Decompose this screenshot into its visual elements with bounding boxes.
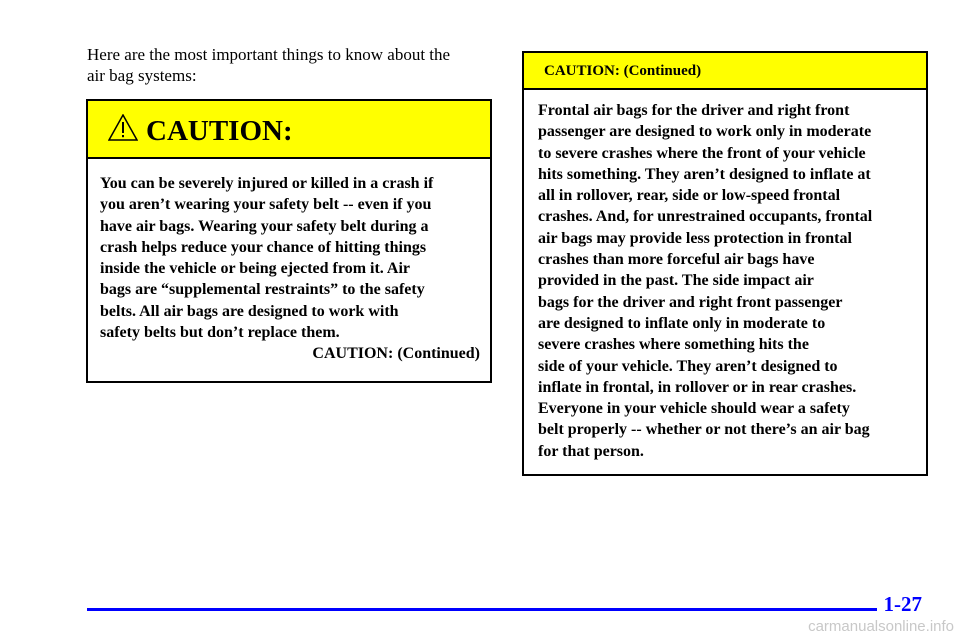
watermark: carmanualsonline.info (808, 618, 954, 635)
footer-divider (87, 608, 877, 611)
caution-line: inside the vehicle or being ejected from it. Air (100, 260, 411, 278)
caution-continued-box (522, 51, 928, 476)
intro-text (87, 44, 487, 86)
caution-line: to severe crashes where the front of your vehicle (538, 144, 866, 162)
caution-continued-body (524, 90, 926, 462)
intro-line-2: air bag systems: (87, 66, 197, 85)
caution-line: crash helps reduce your chance of hitting things (100, 238, 427, 256)
caution-line: crashes than more forceful air bags have (538, 251, 815, 269)
caution-continued-label: CAUTION: (Continued) (312, 345, 480, 363)
caution-continued-header (524, 53, 926, 90)
caution-line: passenger are designed to work only in moderate (538, 123, 872, 141)
caution-body (88, 159, 490, 365)
caution-line: bags are “supplemental restraints” to the safety (100, 281, 425, 299)
caution-line: side of your vehicle. They aren’t designed to (538, 357, 838, 375)
caution-line: hits something. They aren’t designed to inflate at (538, 165, 871, 183)
caution-line: crashes. And, for unrestrained occupants, frontal (538, 208, 873, 226)
caution-line: inflate in frontal, in rollover or in rear crashes. (538, 378, 857, 396)
caution-line: air bags may provide less protection in frontal (538, 229, 852, 247)
caution-line: for that person. (538, 442, 644, 460)
caution-line: belts. All air bags are designed to work with (100, 302, 399, 320)
caution-continued-title: CAUTION: (Continued) (544, 63, 702, 79)
warning-triangle-icon (108, 114, 138, 141)
caution-line: severe crashes where something hits the (538, 336, 809, 354)
caution-title: CAUTION: (146, 115, 293, 147)
caution-line: all in rollover, rear, side or low-speed frontal (538, 187, 841, 205)
intro-line-1: Here are the most important things to know about the (87, 45, 451, 64)
caution-line: bags for the driver and right front passenger (538, 293, 843, 311)
caution-line: Frontal air bags for the driver and right front (538, 102, 850, 119)
caution-header (88, 101, 490, 159)
caution-line: safety belts but don’t replace them. (100, 324, 340, 342)
caution-line: Everyone in your vehicle should wear a safety (538, 400, 850, 418)
caution-line: you aren’t wearing your safety belt -- even if you (100, 196, 432, 214)
caution-line: have air bags. Wearing your safety belt during a (100, 217, 429, 235)
caution-line: are designed to inflate only in moderate to (538, 314, 826, 332)
caution-line: belt properly -- whether or not there’s an air bag (538, 421, 870, 439)
caution-line: provided in the past. The side impact air (538, 272, 814, 290)
page-number: 1-27 (883, 592, 922, 616)
caution-box (86, 99, 492, 383)
caution-line: You can be severely injured or killed in a crash if (100, 175, 434, 192)
